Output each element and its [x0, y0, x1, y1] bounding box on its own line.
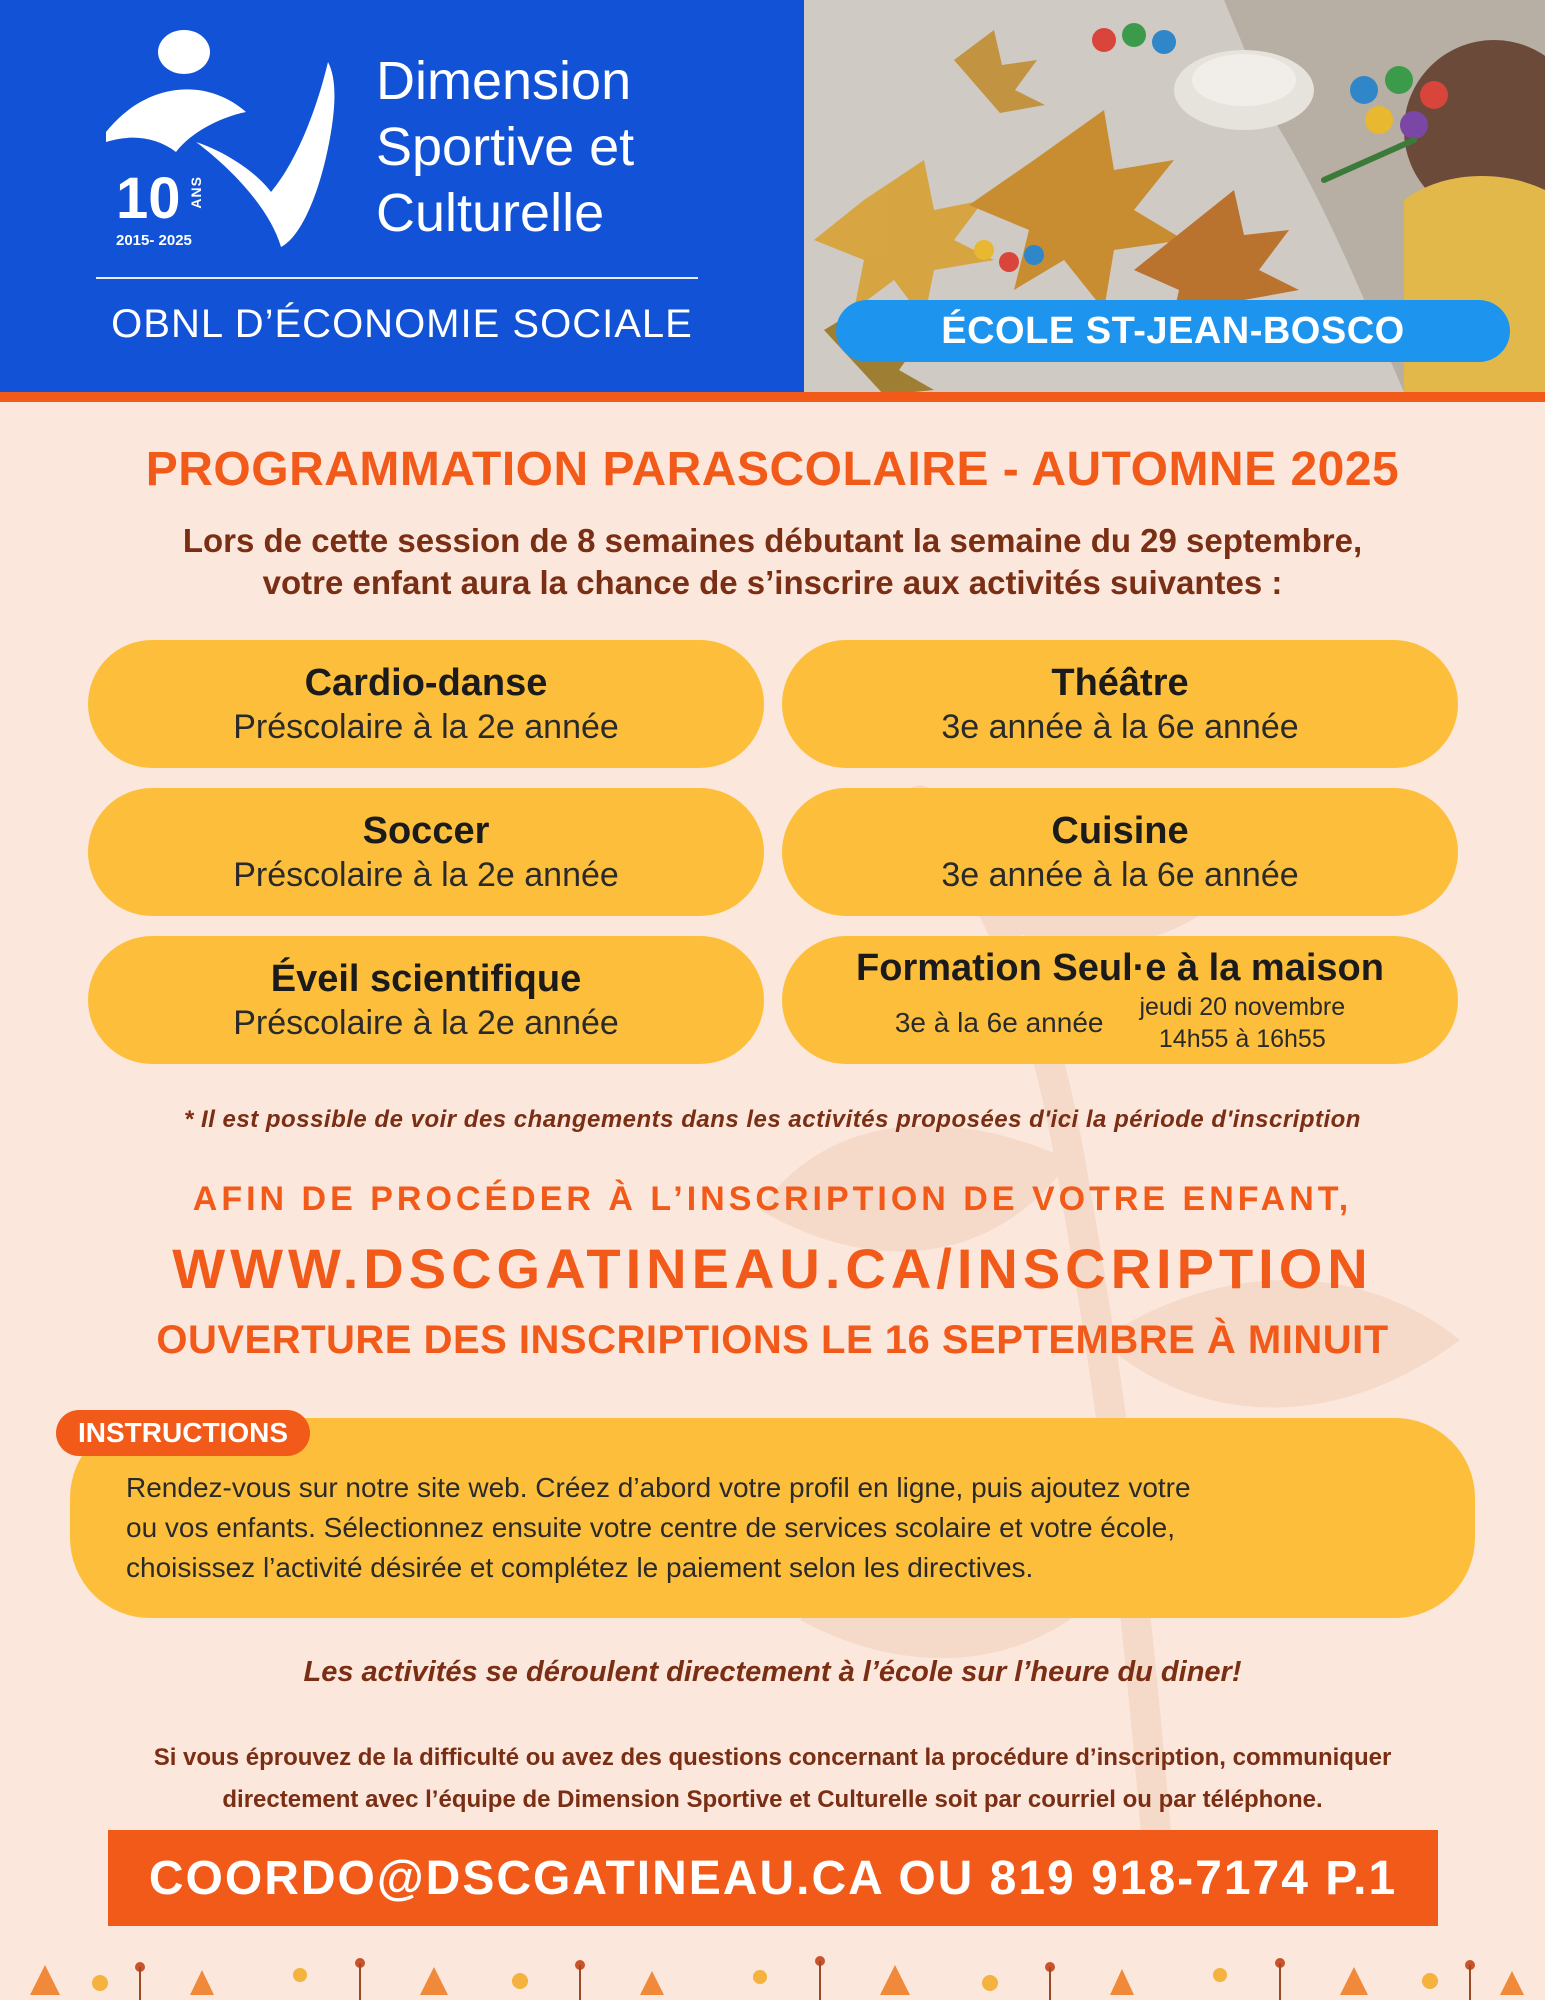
brand-name-line-1: Dimension [376, 51, 632, 111]
brand-name-line-3: Culturelle [376, 183, 605, 243]
intro-line-1: Lors de cette session de 8 semaines débutant la semaine du 29 septembre, [182, 522, 1363, 559]
activity-level: 3e à la 6e année [894, 1007, 1104, 1038]
activity-time: 14h55 à 16h55 [1158, 1025, 1326, 1053]
brand-tagline: OBNL D’ÉCONOMIE SOCIALE [111, 302, 693, 346]
school-badge: ÉCOLE ST-JEAN-BOSCO [836, 300, 1510, 362]
activity-card [782, 640, 1458, 768]
anniversary-unit: ANS [188, 176, 204, 209]
instructions-line-3: choisissez l’activité désirée et complétez le paiement selon les directives. [126, 1552, 1034, 1583]
activity-card [88, 788, 764, 916]
activity-level: Préscolaire à la 2e année [233, 856, 619, 894]
contact-banner[interactable]: COORDO@DSCGATINEAU.CA OU 819 918-7174 P.1 [108, 1830, 1438, 1926]
brand-panel [0, 0, 804, 392]
intro-text [60, 520, 1485, 604]
instructions-line-2: ou vos enfants. Sélectionnez ensuite votre centre de services scolaire et votre école, [126, 1512, 1176, 1543]
activity-card [88, 936, 764, 1064]
activity-name: Cardio-danse [304, 662, 548, 704]
activity-name: Formation Seul·e à la maison [856, 947, 1384, 989]
activity-card [782, 936, 1458, 1064]
help-text [60, 1737, 1485, 1821]
activity-name: Soccer [362, 810, 490, 852]
page-title: PROGRAMMATION PARASCOLAIRE - AUTOMNE 2025 [145, 443, 1400, 496]
registration-intro: AFIN DE PROCÉDER À L’INSCRIPTION DE VOTRE ENFANT, [192, 1180, 1353, 1218]
activity-level: Préscolaire à la 2e année [233, 708, 619, 746]
activity-schedule [1139, 991, 1345, 1055]
header [0, 0, 1545, 392]
help-line-2: directement avec l’équipe de Dimension Sportive et Culturelle soit par courriel ou par téléphone. [222, 1786, 1323, 1813]
activity-date: jeudi 20 novembre [1139, 993, 1346, 1021]
anniversary-years: 2015- 2025 [116, 232, 192, 249]
autumn-leaves-border [0, 1945, 1545, 2000]
activity-level: 3e année à la 6e année [941, 708, 1299, 746]
instructions-text [126, 1468, 1426, 1588]
brand-name-line-2: Sportive et [376, 117, 635, 177]
activity-name: Éveil scientifique [270, 958, 582, 1000]
registration-url[interactable]: WWW.DSCGATINEAU.CA/INSCRIPTION [172, 1237, 1373, 1300]
activity-details [895, 991, 1345, 1055]
instructions-label: INSTRUCTIONS [56, 1410, 310, 1456]
lunch-note: Les activités se déroulent directement à l’école sur l’heure du diner! [303, 1656, 1242, 1688]
header-divider [0, 392, 1545, 402]
disclaimer-note: * Il est possible de voir des changements dans les activités proposées d'ici la période d'inscription [184, 1106, 1361, 1133]
brand-divider [96, 277, 698, 279]
anniversary-number: 10 [116, 166, 181, 231]
intro-line-2: votre enfant aura la chance de s’inscrire aux activités suivantes : [262, 564, 1283, 601]
instructions-line-1: Rendez-vous sur notre site web. Créez d’abord votre profil en ligne, puis ajoutez votre [126, 1472, 1191, 1503]
help-line-1: Si vous éprouvez de la difficulté ou avez des questions concernant la procédure d’inscription, communiquer [153, 1744, 1392, 1771]
activity-level: Préscolaire à la 2e année [233, 1004, 619, 1042]
activity-name: Cuisine [1051, 810, 1189, 852]
brand-name [376, 48, 796, 246]
registration-opening: OUVERTURE DES INSCRIPTIONS LE 16 SEPTEMBRE À MINUIT [156, 1318, 1389, 1362]
activity-name: Théâtre [1051, 662, 1189, 704]
activity-card [88, 640, 764, 768]
activity-card [782, 788, 1458, 916]
activity-level: 3e année à la 6e année [941, 856, 1299, 894]
